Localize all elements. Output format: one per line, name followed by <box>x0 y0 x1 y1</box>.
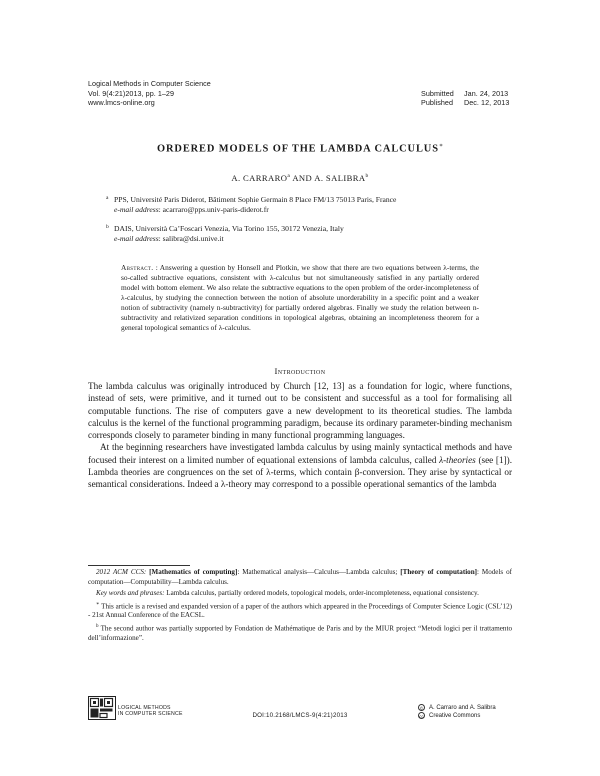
lmcs-logo-line-1: LOGICAL METHODS <box>118 705 171 711</box>
volume-info: Vol. 9(4:21)2013, pp. 1–29 <box>88 88 175 98</box>
paragraph-2-part-b: (see [1]). Lambda theories are congruences on the set of λ-terms, which contain β-conversion. They arise by syntactical or semantical considerations. Indeed a λ-theory may correspond to a possible operational semantics of the lambda <box>88 454 512 490</box>
doi-text[interactable]: DOI:10.2168/LMCS-9(4:21)2013 <box>252 712 348 719</box>
dates-block <box>421 79 509 108</box>
title-footnote-symbol: ∗ <box>96 601 100 607</box>
affiliation-b <box>106 224 514 245</box>
journal-header <box>88 79 211 108</box>
submitted-row <box>421 89 509 99</box>
acm-category-2-text: : Models of computation—Computability—Lambda calculus. <box>88 568 512 586</box>
affiliation-a <box>106 195 514 216</box>
copyright-holders: A. Carraro and A. Salibra <box>429 705 496 712</box>
paper-title-text: ORDERED MODELS OF THE LAMBDA CALCULUS <box>157 143 439 155</box>
affiliation-a-email[interactable]: : acarraro@pps.univ-paris-diderot.fr <box>158 205 269 215</box>
abstract <box>121 263 479 333</box>
email-label: e-mail address <box>114 205 159 215</box>
affiliation-b-mark: b <box>106 224 109 230</box>
published-date: Dec. 12, 2013 <box>464 98 510 108</box>
affiliation-a-mark: a <box>106 195 109 201</box>
acm-category-1: [Mathematics of computing] <box>149 568 238 576</box>
author-conjunction: AND <box>290 173 315 183</box>
submitted-date: Jan. 24, 2013 <box>464 88 509 98</box>
title-footnote-mark[interactable]: ∗ <box>438 143 443 149</box>
keywords-label: Key words and phrases: <box>96 588 165 597</box>
author-b-footnote-text: The second author was partially supported by Fondation de Mathématique de Paris and by the MIUR project “Metodi logici per il trattamento dell’informazione”. <box>88 624 512 643</box>
affiliation-a-email-row <box>114 205 514 215</box>
acm-category-1-text: : Mathematical analysis—Calculus—Lambda calculus; <box>237 568 401 576</box>
introduction-body <box>88 380 512 491</box>
license-block <box>418 704 496 720</box>
title-footnote-text: This article is a revised and expanded version of a paper of the authors which appeared in the Proceedings of Computer Science Logic (CSL’12) - 21st Annual Conference of the EACSL. <box>88 601 512 620</box>
paper-title <box>88 142 512 154</box>
author-2-mark: b <box>365 173 369 180</box>
section-heading-introduction: Introduction <box>274 366 326 376</box>
paragraph-1: The lambda calculus was originally introduced by Church [12, 13] as a foundation for logic, where functions, instead of sets, were primitive, and it turned out to be consistent and successful as a tool for formalising all computable functions. The rise of computers gave a new development to its theoretical studies. The lambda calculus is the kernel of the functional programming paradigm, because its ordinary parameter-binding mechanism corresponds closely to parameter binding in many functional programming languages. <box>88 381 512 441</box>
license-row <box>418 712 496 720</box>
author-b-footnote-symbol: b <box>96 624 99 630</box>
author-2: A. SALIBRA <box>314 173 366 183</box>
paragraph-2-part-a: At the beginning researchers have investigated lambda calculus by using mainly syntactical methods and have focused their interest on a limited number of equational extensions of lambda calculus, called <box>88 442 512 465</box>
lmcs-logo-line-2: IN COMPUTER SCIENCE <box>118 710 183 717</box>
keywords-text: Lambda calculus, partially ordered models, topological models, order-incompleteness, equational consistency. <box>164 588 479 597</box>
author-1-mark: a <box>287 173 291 180</box>
acm-ccs-label: 2012 ACM CCS: <box>96 568 147 576</box>
author-1: A. CARRARO <box>231 173 288 183</box>
affiliation-b-email[interactable]: : salibra@dsi.unive.it <box>158 234 224 244</box>
copyright-row <box>418 704 496 712</box>
abstract-text: : Answering a question by Honsell and Plotkin, we show that there are two equations between λ-terms, the so-called subtractive equations, consistent with λ-calculus but not simultaneously satisfied in any partially ordered model with bottom element. We also relate the subtractive equations to the open problem of the order-incompleteness of λ-calculus, by studying the connection between the notion of absolute unorderability in a specific point and a weaker notion of subtractivity (namely n-subtractivity) for partially ordered algebras. Finally we study the relation between n-subtractivity and relativized separation conditions in topological algebras, obtaining an incompleteness theorem for a general topological semantics of λ-calculus. <box>121 263 479 332</box>
published-label: Published <box>421 98 454 108</box>
license-name[interactable]: Creative Commons <box>429 713 481 720</box>
email-label: e-mail address <box>114 234 159 244</box>
keywords-footnote <box>88 589 512 599</box>
affiliation-b-address: DAIS, Università Ca’Foscari Venezia, Via Torino 155, 30172 Venezia, Italy <box>114 224 344 233</box>
footnote-divider <box>88 565 190 566</box>
acm-category-2: [Theory of computation] <box>400 568 478 576</box>
journal-name: Logical Methods in Computer Science <box>88 79 211 88</box>
copyright-icon: © <box>419 706 424 711</box>
affiliation-a-address: PPS, Université Paris Diderot, Bâtiment Sophie Germain 8 Place FM/13 75013 Paris, France <box>114 195 397 204</box>
term-lambda-theories: λ-theories <box>439 454 476 465</box>
creative-commons-icon[interactable]: cc <box>419 714 424 720</box>
abstract-label: Abstract. <box>121 263 154 272</box>
author-list <box>88 173 512 183</box>
affiliation-b-email-row <box>114 234 514 244</box>
footnotes <box>88 568 512 645</box>
published-row <box>421 98 509 108</box>
acm-ccs-footnote <box>88 568 512 587</box>
paragraph-2 <box>88 441 512 490</box>
submitted-label: Submitted <box>421 88 454 98</box>
journal-website[interactable]: www.lmcs-online.org <box>88 98 155 108</box>
author-b-footnote <box>88 622 512 643</box>
title-footnote <box>88 600 512 621</box>
